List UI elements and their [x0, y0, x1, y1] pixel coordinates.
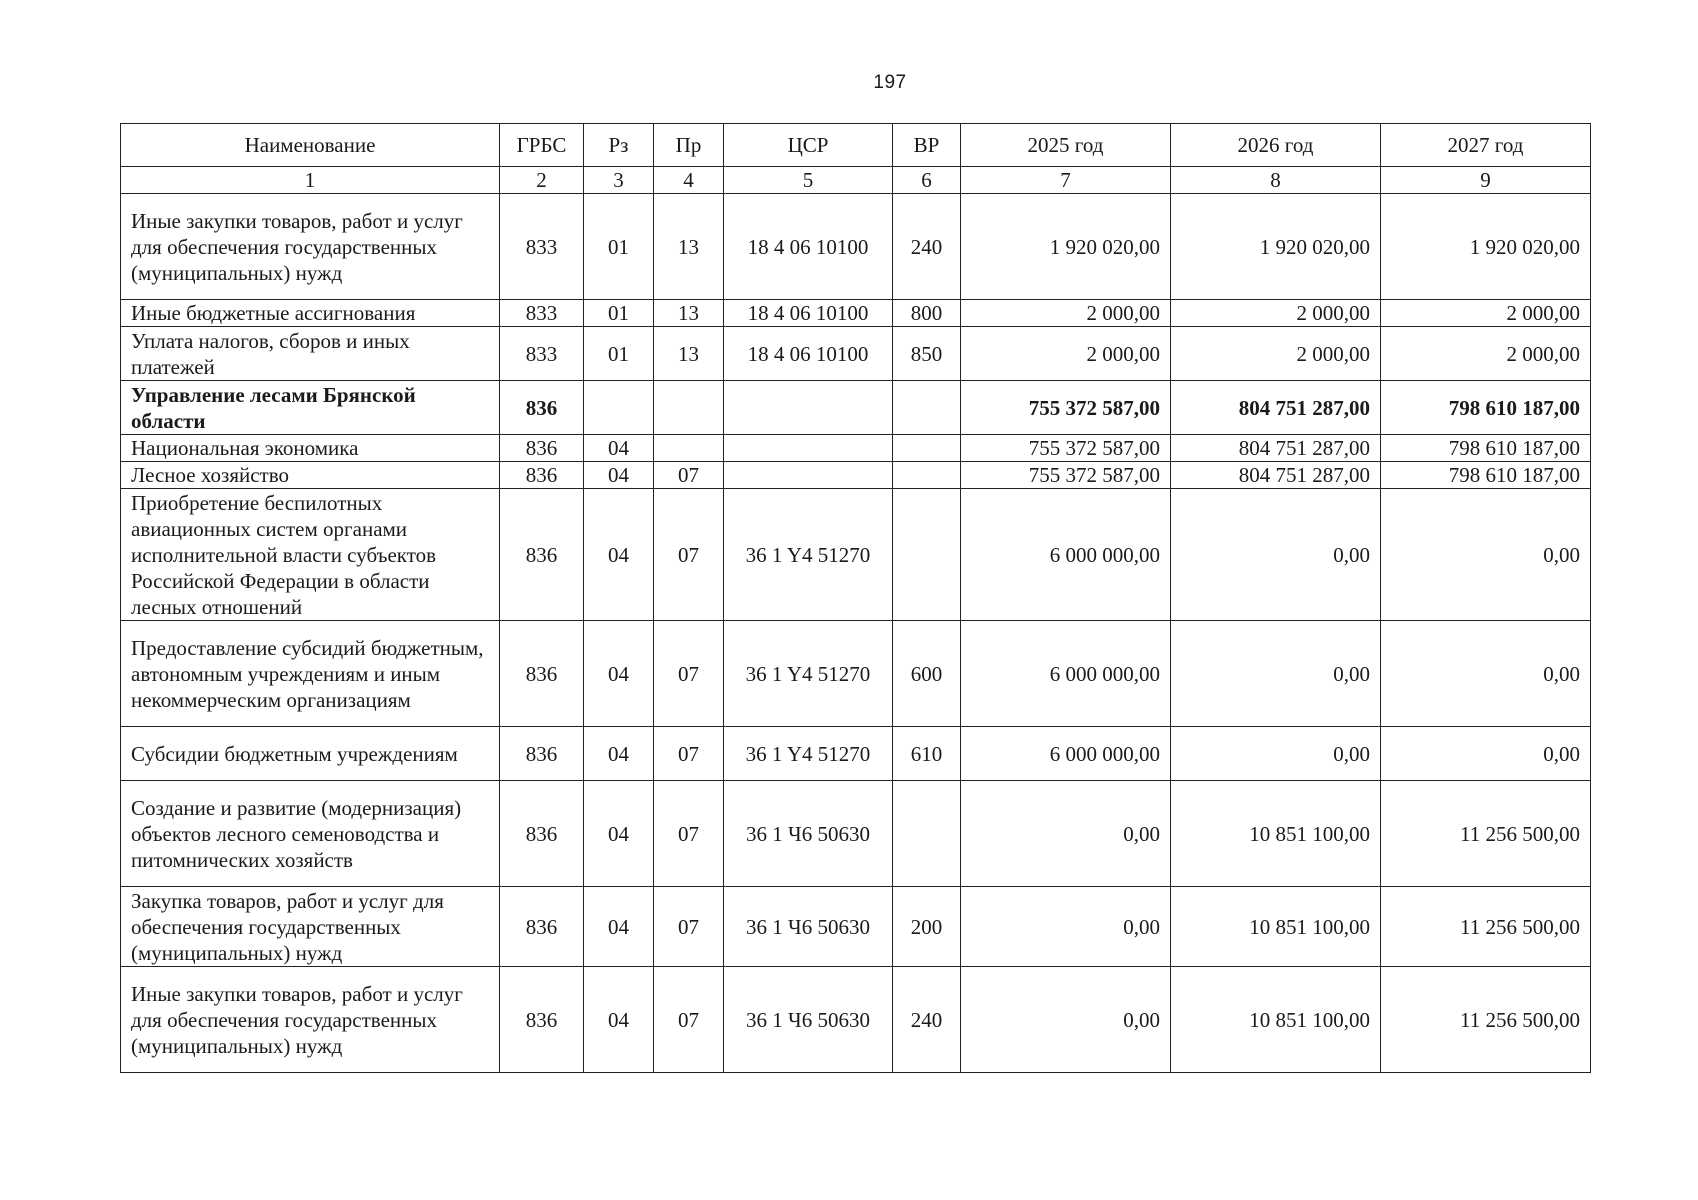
row-2026: 0,00: [1171, 621, 1381, 727]
row-grbs: 836: [500, 462, 584, 489]
row-csr: 36 1 Ч6 50630: [724, 967, 893, 1073]
table-row: [121, 727, 1591, 781]
row-pr: 13: [654, 194, 724, 300]
table-row: [121, 887, 1591, 967]
row-2027: 2 000,00: [1381, 327, 1591, 381]
row-rz: [584, 381, 654, 435]
row-pr: [654, 381, 724, 435]
table-row: [121, 781, 1591, 887]
row-2025: 755 372 587,00: [961, 435, 1171, 462]
row-grbs: 836: [500, 781, 584, 887]
header-2026: 2026 год: [1171, 124, 1381, 167]
row-pr: 13: [654, 327, 724, 381]
row-grbs: 836: [500, 435, 584, 462]
header-row: [121, 124, 1591, 167]
row-rz: 04: [584, 435, 654, 462]
row-2026: 1 920 020,00: [1171, 194, 1381, 300]
row-pr: 07: [654, 489, 724, 621]
row-2027: 2 000,00: [1381, 300, 1591, 327]
row-pr: 07: [654, 781, 724, 887]
header-2027: 2027 год: [1381, 124, 1591, 167]
row-pr: 07: [654, 727, 724, 781]
row-rz: 01: [584, 327, 654, 381]
row-2027: 0,00: [1381, 727, 1591, 781]
row-2027: 798 610 187,00: [1381, 381, 1591, 435]
row-pr: 07: [654, 462, 724, 489]
row-csr: [724, 435, 893, 462]
row-vr: 600: [893, 621, 961, 727]
row-csr: 36 1 Y4 51270: [724, 727, 893, 781]
row-csr: [724, 462, 893, 489]
row-2026: 804 751 287,00: [1171, 462, 1381, 489]
row-vr: [893, 781, 961, 887]
row-vr: 240: [893, 194, 961, 300]
row-name: Приобретение беспилотных авиационных систем органами исполнительной власти субъектов Российской Федерации в области лесных отношений: [121, 489, 500, 621]
row-name: Уплата налогов, сборов и иных платежей: [121, 327, 500, 381]
table-row: [121, 967, 1591, 1073]
row-rz: 01: [584, 194, 654, 300]
header-grbs: ГРБС: [500, 124, 584, 167]
row-2025: 0,00: [961, 781, 1171, 887]
table-row: [121, 327, 1591, 381]
row-2027: 11 256 500,00: [1381, 887, 1591, 967]
header-2025: 2025 год: [961, 124, 1171, 167]
table-body: [121, 194, 1591, 1073]
row-name: Закупка товаров, работ и услуг для обеспечения государственных (муниципальных) нужд: [121, 887, 500, 967]
row-csr: [724, 381, 893, 435]
column-number: 5: [724, 167, 893, 194]
row-2027: 798 610 187,00: [1381, 462, 1591, 489]
row-grbs: 836: [500, 489, 584, 621]
row-name: Предоставление субсидий бюджетным, автономным учреждениям и иным некоммерческим организациям: [121, 621, 500, 727]
row-pr: 07: [654, 887, 724, 967]
row-2025: 755 372 587,00: [961, 462, 1171, 489]
row-2027: 798 610 187,00: [1381, 435, 1591, 462]
row-name: Субсидии бюджетным учреждениям: [121, 727, 500, 781]
row-2026: 804 751 287,00: [1171, 435, 1381, 462]
row-2027: 0,00: [1381, 621, 1591, 727]
row-pr: 07: [654, 621, 724, 727]
row-vr: [893, 435, 961, 462]
row-rz: 04: [584, 462, 654, 489]
row-2025: 6 000 000,00: [961, 727, 1171, 781]
row-2026: 0,00: [1171, 727, 1381, 781]
row-vr: 200: [893, 887, 961, 967]
header-vr: ВР: [893, 124, 961, 167]
row-2026: 10 851 100,00: [1171, 887, 1381, 967]
row-rz: 04: [584, 781, 654, 887]
row-2027: 0,00: [1381, 489, 1591, 621]
row-name: Иные закупки товаров, работ и услуг для обеспечения государственных (муниципальных) нужд: [121, 967, 500, 1073]
row-2025: 6 000 000,00: [961, 489, 1171, 621]
row-vr: [893, 462, 961, 489]
row-2027: 1 920 020,00: [1381, 194, 1591, 300]
column-number: 4: [654, 167, 724, 194]
page-number: 197: [873, 72, 907, 93]
row-grbs: 833: [500, 327, 584, 381]
row-2025: 6 000 000,00: [961, 621, 1171, 727]
column-number-row: [121, 167, 1591, 194]
table-row: [121, 462, 1591, 489]
row-2027: 11 256 500,00: [1381, 967, 1591, 1073]
row-vr: 240: [893, 967, 961, 1073]
row-name: Иные бюджетные ассигнования: [121, 300, 500, 327]
table-row: [121, 435, 1591, 462]
row-rz: 04: [584, 727, 654, 781]
column-number: 9: [1381, 167, 1591, 194]
table-row: [121, 194, 1591, 300]
row-2025: 1 920 020,00: [961, 194, 1171, 300]
row-2026: 2 000,00: [1171, 300, 1381, 327]
row-grbs: 833: [500, 194, 584, 300]
header-csr: ЦСР: [724, 124, 893, 167]
row-pr: [654, 435, 724, 462]
row-2025: 0,00: [961, 887, 1171, 967]
row-csr: 18 4 06 10100: [724, 327, 893, 381]
row-grbs: 836: [500, 887, 584, 967]
row-vr: 610: [893, 727, 961, 781]
row-rz: 04: [584, 621, 654, 727]
row-2025: 755 372 587,00: [961, 381, 1171, 435]
row-2026: 2 000,00: [1171, 327, 1381, 381]
header-name: Наименование: [121, 124, 500, 167]
row-rz: 04: [584, 887, 654, 967]
row-2027: 11 256 500,00: [1381, 781, 1591, 887]
header-rz: Рз: [584, 124, 654, 167]
budget-table: [120, 123, 1591, 1073]
column-number: 8: [1171, 167, 1381, 194]
row-csr: 36 1 Y4 51270: [724, 489, 893, 621]
row-name: Управление лесами Брянской области: [121, 381, 500, 435]
row-csr: 18 4 06 10100: [724, 194, 893, 300]
row-2026: 0,00: [1171, 489, 1381, 621]
table-row: [121, 621, 1591, 727]
row-grbs: 836: [500, 381, 584, 435]
row-grbs: 836: [500, 967, 584, 1073]
row-2025: 2 000,00: [961, 327, 1171, 381]
row-grbs: 836: [500, 621, 584, 727]
row-csr: 36 1 Ч6 50630: [724, 887, 893, 967]
row-csr: 36 1 Y4 51270: [724, 621, 893, 727]
row-grbs: 833: [500, 300, 584, 327]
row-name: Национальная экономика: [121, 435, 500, 462]
row-name: Лесное хозяйство: [121, 462, 500, 489]
row-rz: 04: [584, 967, 654, 1073]
row-vr: [893, 381, 961, 435]
column-number: 2: [500, 167, 584, 194]
row-vr: [893, 489, 961, 621]
row-csr: 18 4 06 10100: [724, 300, 893, 327]
row-2025: 2 000,00: [961, 300, 1171, 327]
header-pr: Пр: [654, 124, 724, 167]
table-row: [121, 381, 1591, 435]
row-2026: 804 751 287,00: [1171, 381, 1381, 435]
row-name: Создание и развитие (модернизация) объектов лесного семеноводства и питомнических хозяйств: [121, 781, 500, 887]
row-csr: 36 1 Ч6 50630: [724, 781, 893, 887]
column-number: 7: [961, 167, 1171, 194]
row-2026: 10 851 100,00: [1171, 781, 1381, 887]
row-pr: 13: [654, 300, 724, 327]
table-row: [121, 300, 1591, 327]
row-vr: 850: [893, 327, 961, 381]
row-rz: 04: [584, 489, 654, 621]
column-number: 6: [893, 167, 961, 194]
row-2026: 10 851 100,00: [1171, 967, 1381, 1073]
column-number: 1: [121, 167, 500, 194]
column-number: 3: [584, 167, 654, 194]
row-rz: 01: [584, 300, 654, 327]
row-pr: 07: [654, 967, 724, 1073]
row-name: Иные закупки товаров, работ и услуг для обеспечения государственных (муниципальных) нужд: [121, 194, 500, 300]
row-vr: 800: [893, 300, 961, 327]
row-grbs: 836: [500, 727, 584, 781]
row-2025: 0,00: [961, 967, 1171, 1073]
table-row: [121, 489, 1591, 621]
